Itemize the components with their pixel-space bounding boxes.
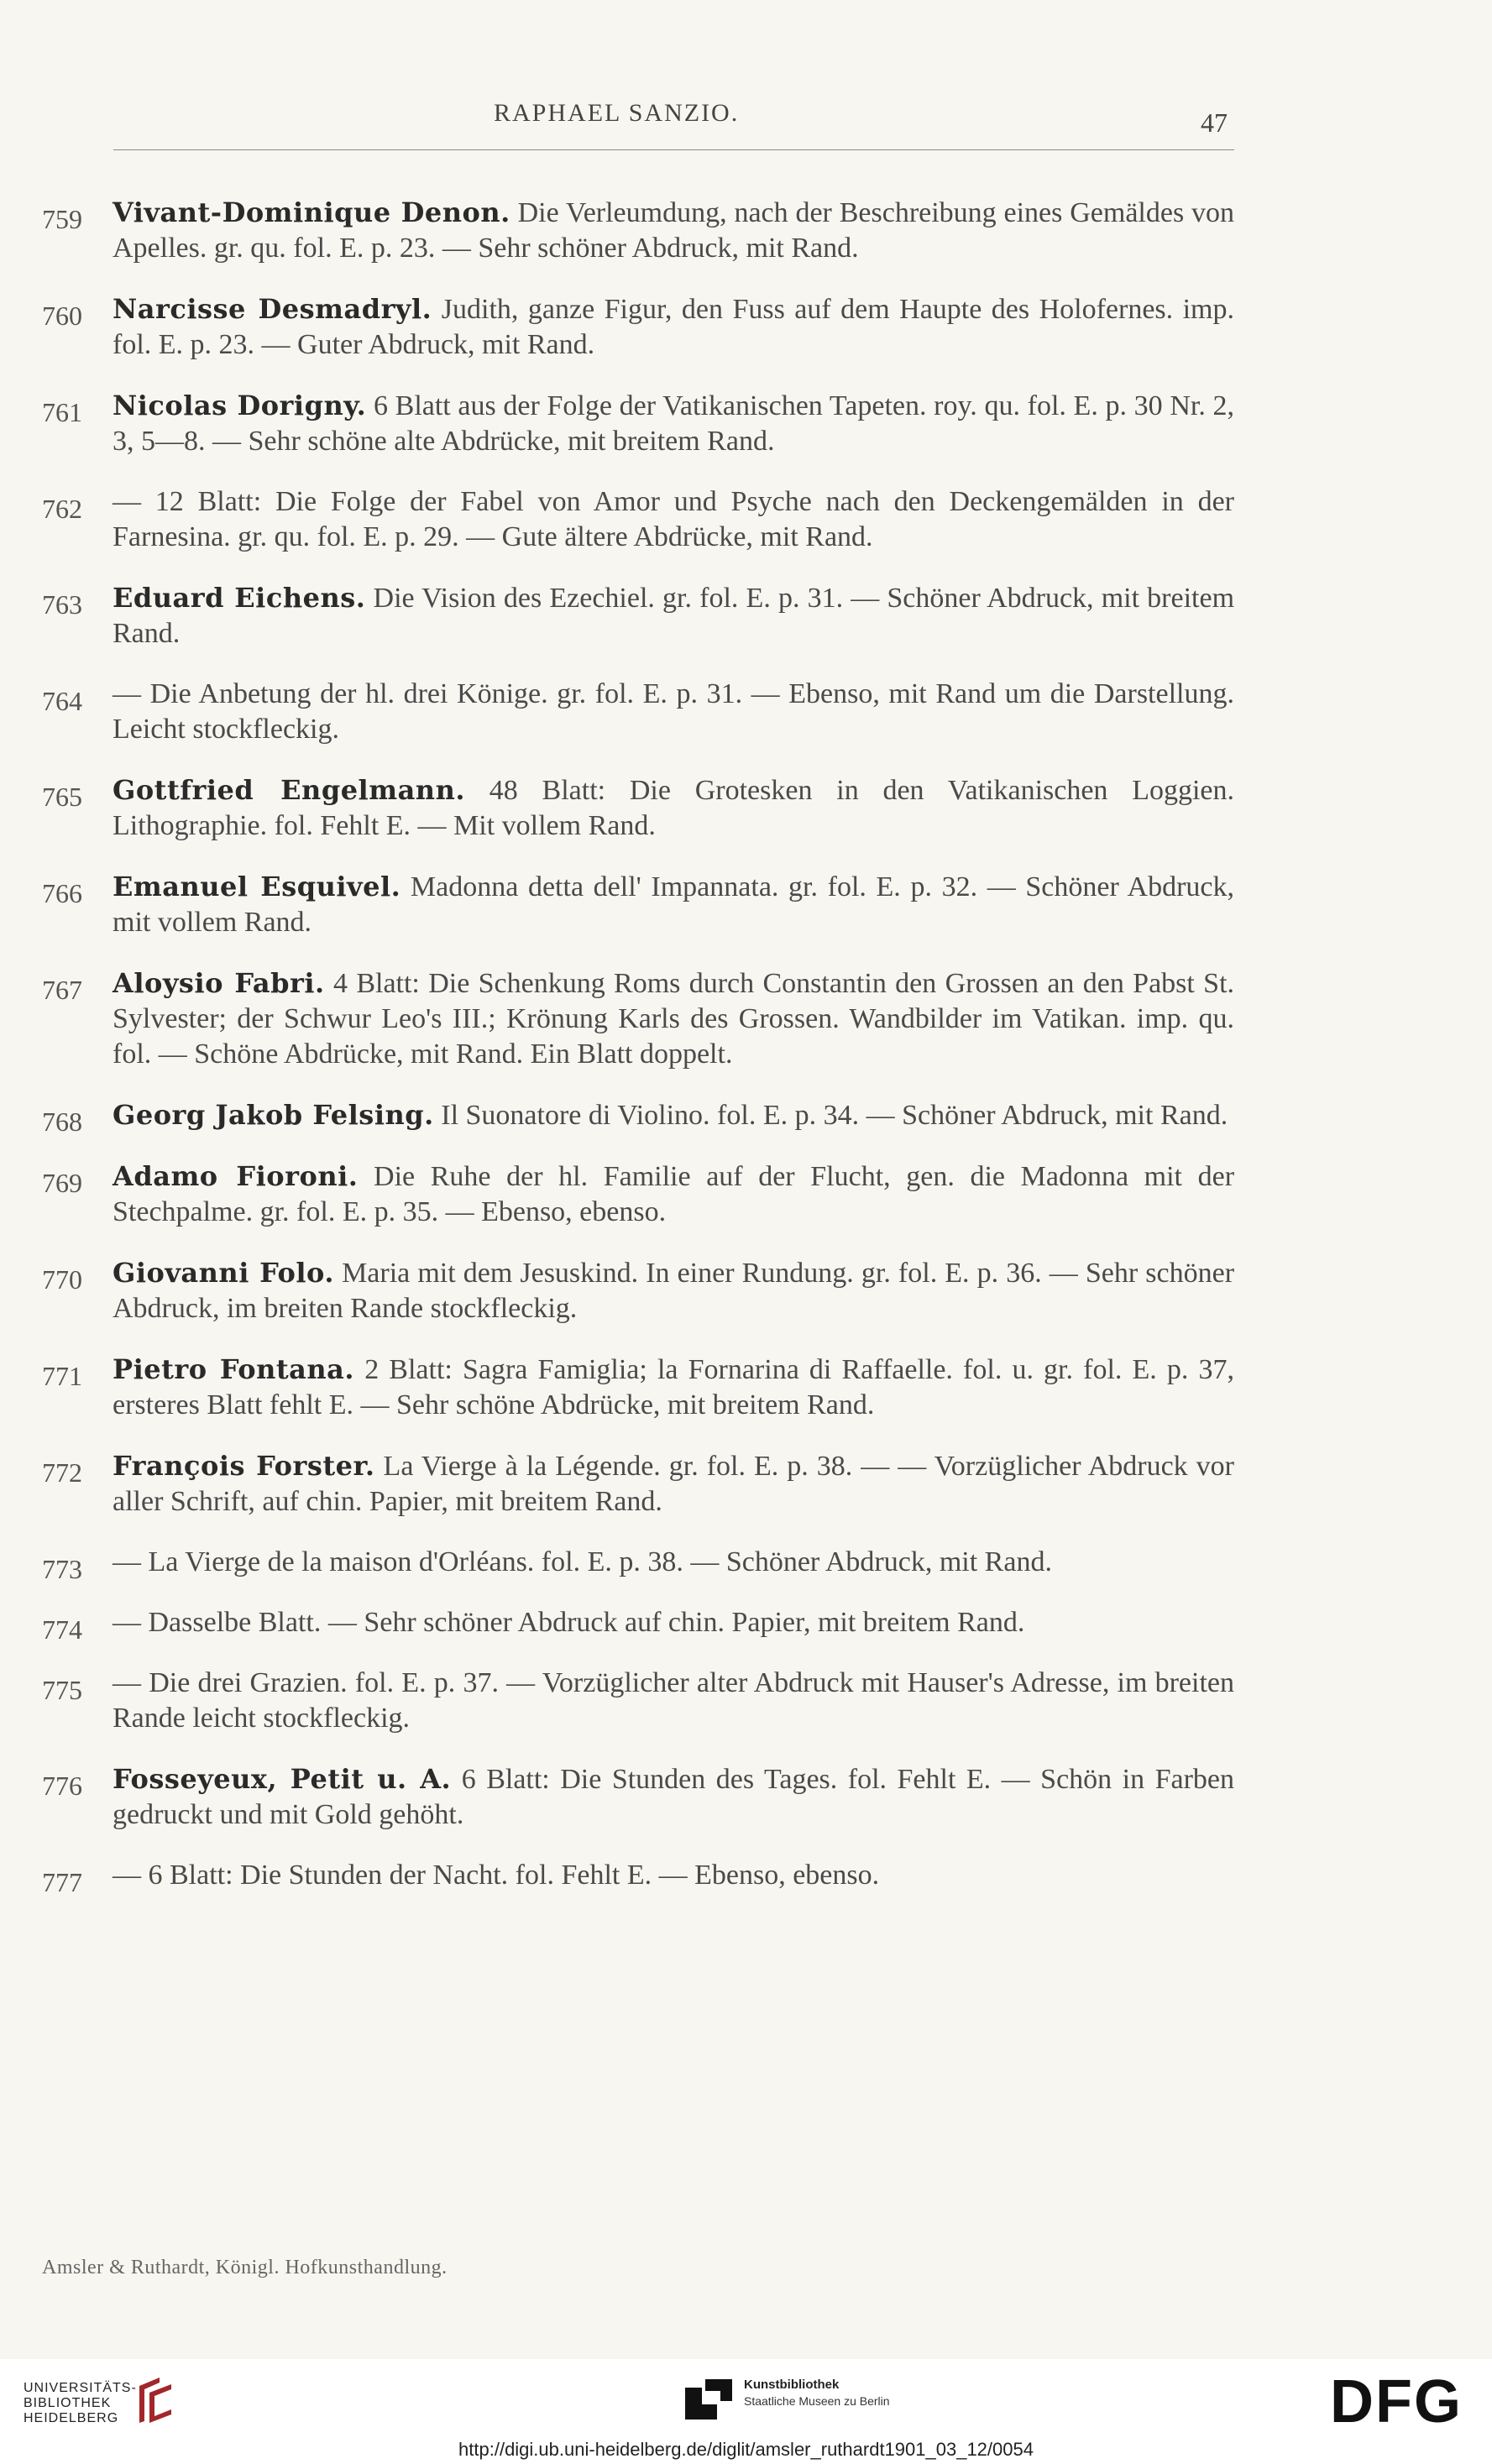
entry-number: 762 — [42, 494, 82, 524]
entry-description: — Die drei Grazien. fol. E. p. 37. — Vorzüglicher alter Abdruck mit Hauser's Adresse, im breiten Rande leicht stockfleckig. — [113, 1667, 1234, 1734]
entry-artist: Pietro Fontana. — [113, 1353, 355, 1385]
entry-description: 48 Blatt: Die Grotesken in den Vatikanischen Loggien. Lithographie. fol. Fehlt E. — Mit vollem Rand. — [113, 775, 1235, 841]
catalog-entry — [42, 484, 1234, 555]
entry-artist: Gottfried Engelmann. — [113, 774, 465, 806]
entry-artist: Vivant-Dominique Denon. — [113, 196, 510, 228]
kunstbibliothek-emblem-icon — [683, 2376, 734, 2421]
entry-artist: Giovanni Folo. — [113, 1257, 334, 1289]
catalog-entry — [42, 1352, 1234, 1423]
catalog-entry — [42, 1255, 1234, 1326]
entry-description: Die Vision des Ezechiel. gr. fol. E. p. 31. — Schöner Abdruck, mit breitem Rand. — [113, 583, 1235, 649]
catalog-entry — [42, 580, 1234, 651]
entry-number: 764 — [42, 686, 82, 716]
entry-description: Maria mit dem Jesuskind. In einer Rundung. gr. fol. E. p. 36. — Sehr schöner Abdruck, im breiten Rande stockfleckig. — [113, 1258, 1235, 1324]
entry-description: Il Suonatore di Violino. fol. E. p. 34. — Schöner Abdruck, mit Rand. — [441, 1100, 1228, 1131]
entry-number: 768 — [42, 1106, 82, 1137]
entry-number: 773 — [42, 1554, 82, 1584]
kunstbibliothek-title: Kunstbibliothek — [744, 2378, 840, 2392]
entry-number: 759 — [42, 204, 82, 234]
entry-artist: Georg Jakob Felsing. — [113, 1099, 434, 1131]
entry-number: 766 — [42, 878, 82, 908]
catalog-entry — [42, 1858, 1234, 1897]
ub-logo-line2: BIBLIOTHEK — [24, 2396, 112, 2410]
catalog-entry — [42, 1448, 1234, 1520]
ub-logo-line1: UNIVERSITÄTS- — [24, 2381, 137, 2395]
entry-artist: Narcisse Desmadryl. — [113, 293, 432, 325]
catalog-entry — [42, 677, 1234, 747]
catalog-entry — [42, 965, 1234, 1072]
entry-number: 776 — [42, 1771, 82, 1801]
catalog-entry — [42, 195, 1234, 266]
entry-artist: Nicolas Dorigny. — [113, 390, 367, 421]
entry-artist: Aloysio Fabri. — [113, 967, 325, 999]
entry-description: — 12 Blatt: Die Folge der Fabel von Amor und Psyche nach den Deckengemälden in der Farnesina. gr. qu. fol. E. p. 29. — Gute ältere Abdrücke, mit Rand. — [113, 486, 1234, 552]
catalog-entry — [42, 1545, 1234, 1584]
entry-description: 4 Blatt: Die Schenkung Roms durch Constantin den Grossen an den Pabst St. Sylvester; der Schwur Leo's III.; Krönung Karls des Grossen. Wandbilder im Vatikan. imp. qu. fol. — Schöne Abdrücke, mit Rand. Ein Blatt doppelt. — [113, 968, 1235, 1070]
entry-number: 765 — [42, 782, 82, 812]
catalog-entry — [42, 1605, 1234, 1645]
entry-description: 6 Blatt: Die Stunden des Tages. fol. Fehlt E. — Schön in Farben gedruckt und mit Gold gehöht. — [113, 1764, 1235, 1830]
entry-description: — Die Anbetung der hl. drei Könige. gr. fol. E. p. 31. — Ebenso, mit Rand um die Darstellung. Leicht stockfleckig. — [113, 678, 1234, 745]
catalog-entry — [42, 1097, 1234, 1137]
entry-number: 774 — [42, 1614, 82, 1645]
entry-description: — 6 Blatt: Die Stunden der Nacht. fol. Fehlt E. — Ebenso, ebenso. — [113, 1860, 880, 1891]
header-rule — [113, 149, 1234, 150]
entry-number: 769 — [42, 1168, 82, 1198]
entry-description: La Vierge à la Légende. gr. fol. E. p. 38. — — Vorzüglicher Abdruck vor aller Schrift, auf chin. Papier, mit breitem Rand. — [113, 1451, 1235, 1517]
catalog-entry — [42, 1761, 1234, 1833]
entry-number: 772 — [42, 1457, 82, 1488]
entry-description: — La Vierge de la maison d'Orléans. fol. E. p. 38. — Schöner Abdruck, mit Rand. — [113, 1546, 1052, 1577]
running-head: RAPHAEL SANZIO. — [494, 99, 740, 127]
page-number: 47 — [1201, 107, 1228, 138]
entry-artist: Eduard Eichens. — [113, 582, 366, 614]
entry-number: 770 — [42, 1264, 82, 1295]
catalog-entry — [42, 388, 1234, 459]
ub-logo-line3: HEIDELBERG — [24, 2411, 119, 2425]
kunstbibliothek-subtitle: Staatliche Museen zu Berlin — [744, 2394, 890, 2408]
publisher-footer: Amsler & Ruthardt, Königl. Hofkunsthandlung. — [42, 2257, 448, 2278]
entry-artist: Emanuel Esquivel. — [113, 871, 401, 902]
source-url[interactable]: http://digi.ub.uni-heidelberg.de/diglit/amsler_ruthardt1901_03_12/0054 — [458, 2439, 1034, 2460]
entry-description: 6 Blatt aus der Folge der Vatikanischen Tapeten. roy. qu. fol. E. p. 30 Nr. 2, 3, 5—8. — Sehr schöne alte Abdrücke, mit breitem Rand. — [113, 390, 1235, 457]
entry-number: 771 — [42, 1361, 82, 1391]
catalog-entry — [42, 1159, 1234, 1230]
entry-description: Madonna detta dell' Impannata. gr. fol. E. p. 32. — Schöner Abdruck, mit vollem Rand. — [113, 871, 1234, 938]
ub-emblem-icon — [134, 2374, 176, 2426]
entry-number: 775 — [42, 1675, 82, 1705]
entry-number: 761 — [42, 397, 82, 427]
entry-artist: Adamo Fioroni. — [113, 1160, 359, 1192]
entry-description: Judith, ganze Figur, den Fuss auf dem Haupte des Holofernes. imp. fol. E. p. 23. — Guter Abdruck, mit Rand. — [113, 294, 1234, 360]
entry-number: 767 — [42, 975, 82, 1005]
catalog-entry — [42, 291, 1234, 363]
entry-description: — Dasselbe Blatt. — Sehr schöner Abdruck auf chin. Papier, mit breitem Rand. — [113, 1607, 1025, 1638]
ub-heidelberg-logo[interactable] — [24, 2381, 137, 2426]
dfg-logo[interactable]: DFG — [1330, 2368, 1463, 2435]
entry-description: Die Verleumdung, nach der Beschreibung eines Gemäldes von Apelles. gr. qu. fol. E. p. 23. — Sehr schöner Abdruck, mit Rand. — [113, 197, 1235, 264]
catalog-entries — [42, 195, 1234, 1918]
entry-description: 2 Blatt: Sagra Famiglia; la Fornarina di Raffaelle. fol. u. gr. fol. E. p. 37, ersteres Blatt fehlt E. — Sehr schöne Abdrücke, mit breitem Rand. — [113, 1354, 1235, 1420]
entry-number: 777 — [42, 1867, 82, 1897]
catalog-entry — [42, 869, 1234, 940]
entry-artist: Fosseyeux, Petit u. A. — [113, 1763, 452, 1795]
entry-description: Die Ruhe der hl. Familie auf der Flucht, gen. die Madonna mit der Stechpalme. gr. fol. E. p. 35. — Ebenso, ebenso. — [113, 1161, 1235, 1227]
entry-number: 763 — [42, 589, 82, 620]
entry-number: 760 — [42, 301, 82, 331]
catalog-entry — [42, 1666, 1234, 1736]
entry-artist: François Forster. — [113, 1450, 375, 1482]
catalog-entry — [42, 772, 1234, 844]
